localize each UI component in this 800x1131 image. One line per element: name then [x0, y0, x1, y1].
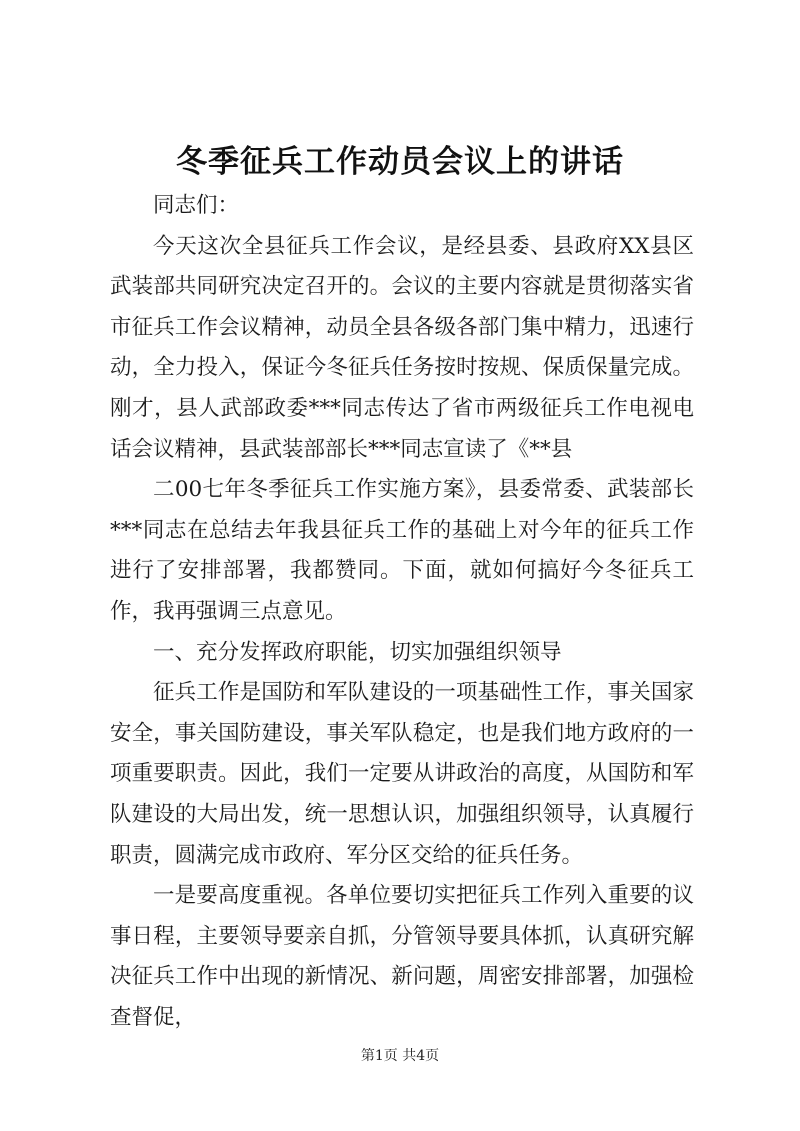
section-heading: 一、充分发挥政府职能，切实加强组织领导 [153, 639, 562, 665]
paragraph: 征兵工作是国防和军队建设的一项基础性工作，事关国家安全，事关国防建设，事关军队稳定，也是我们地方政府的一项重要职责。因此，我们一定要从讲政治的高度，从国防和军队建设的大局出发，统一思想认识，加强组织领导，认真履行职责，圆满完成市政府、军分区交给的征兵任务。 [110, 680, 694, 868]
page-footer: 第1页 共4页 [360, 1048, 440, 1064]
document-title: 冬季征兵工作动员会议上的讲话 [176, 144, 624, 180]
document-body [110, 186, 694, 1038]
paragraph: 一是要高度重视。各单位要切实把征兵工作列入重要的议事日程，主要领导要亲自抓，分管领导要具体抓，认真研究解决征兵工作中出现的新情况、新问题，周密安排部署，加强检查督促， [110, 883, 694, 1030]
paragraph: 今天这次全县征兵工作会议，是经县委、县政府XX县区武装部共同研究决定召开的。会议的主要内容就是贯彻落实省市征兵工作会议精神，动员全县各级各部门集中精力，迅速行动，全力投入，保证今冬征兵任务按时按规、保质保量完成。刚才，县人武部政委***同志传达了省市两级征兵工作电视电话会议精神，县武装部部长***同志宣读了《**县 [110, 233, 694, 462]
paragraph-salutation: 同志们： [153, 193, 240, 218]
paragraph: 二00七年冬季征兵工作实施方案》，县委常委、武装部长***同志在总结去年我县征兵工作的基础上对今年的征兵工作进行了安排部署，我都赞同。下面，就如何搞好今冬征兵工作，我再强调三点意见。 [110, 477, 694, 624]
